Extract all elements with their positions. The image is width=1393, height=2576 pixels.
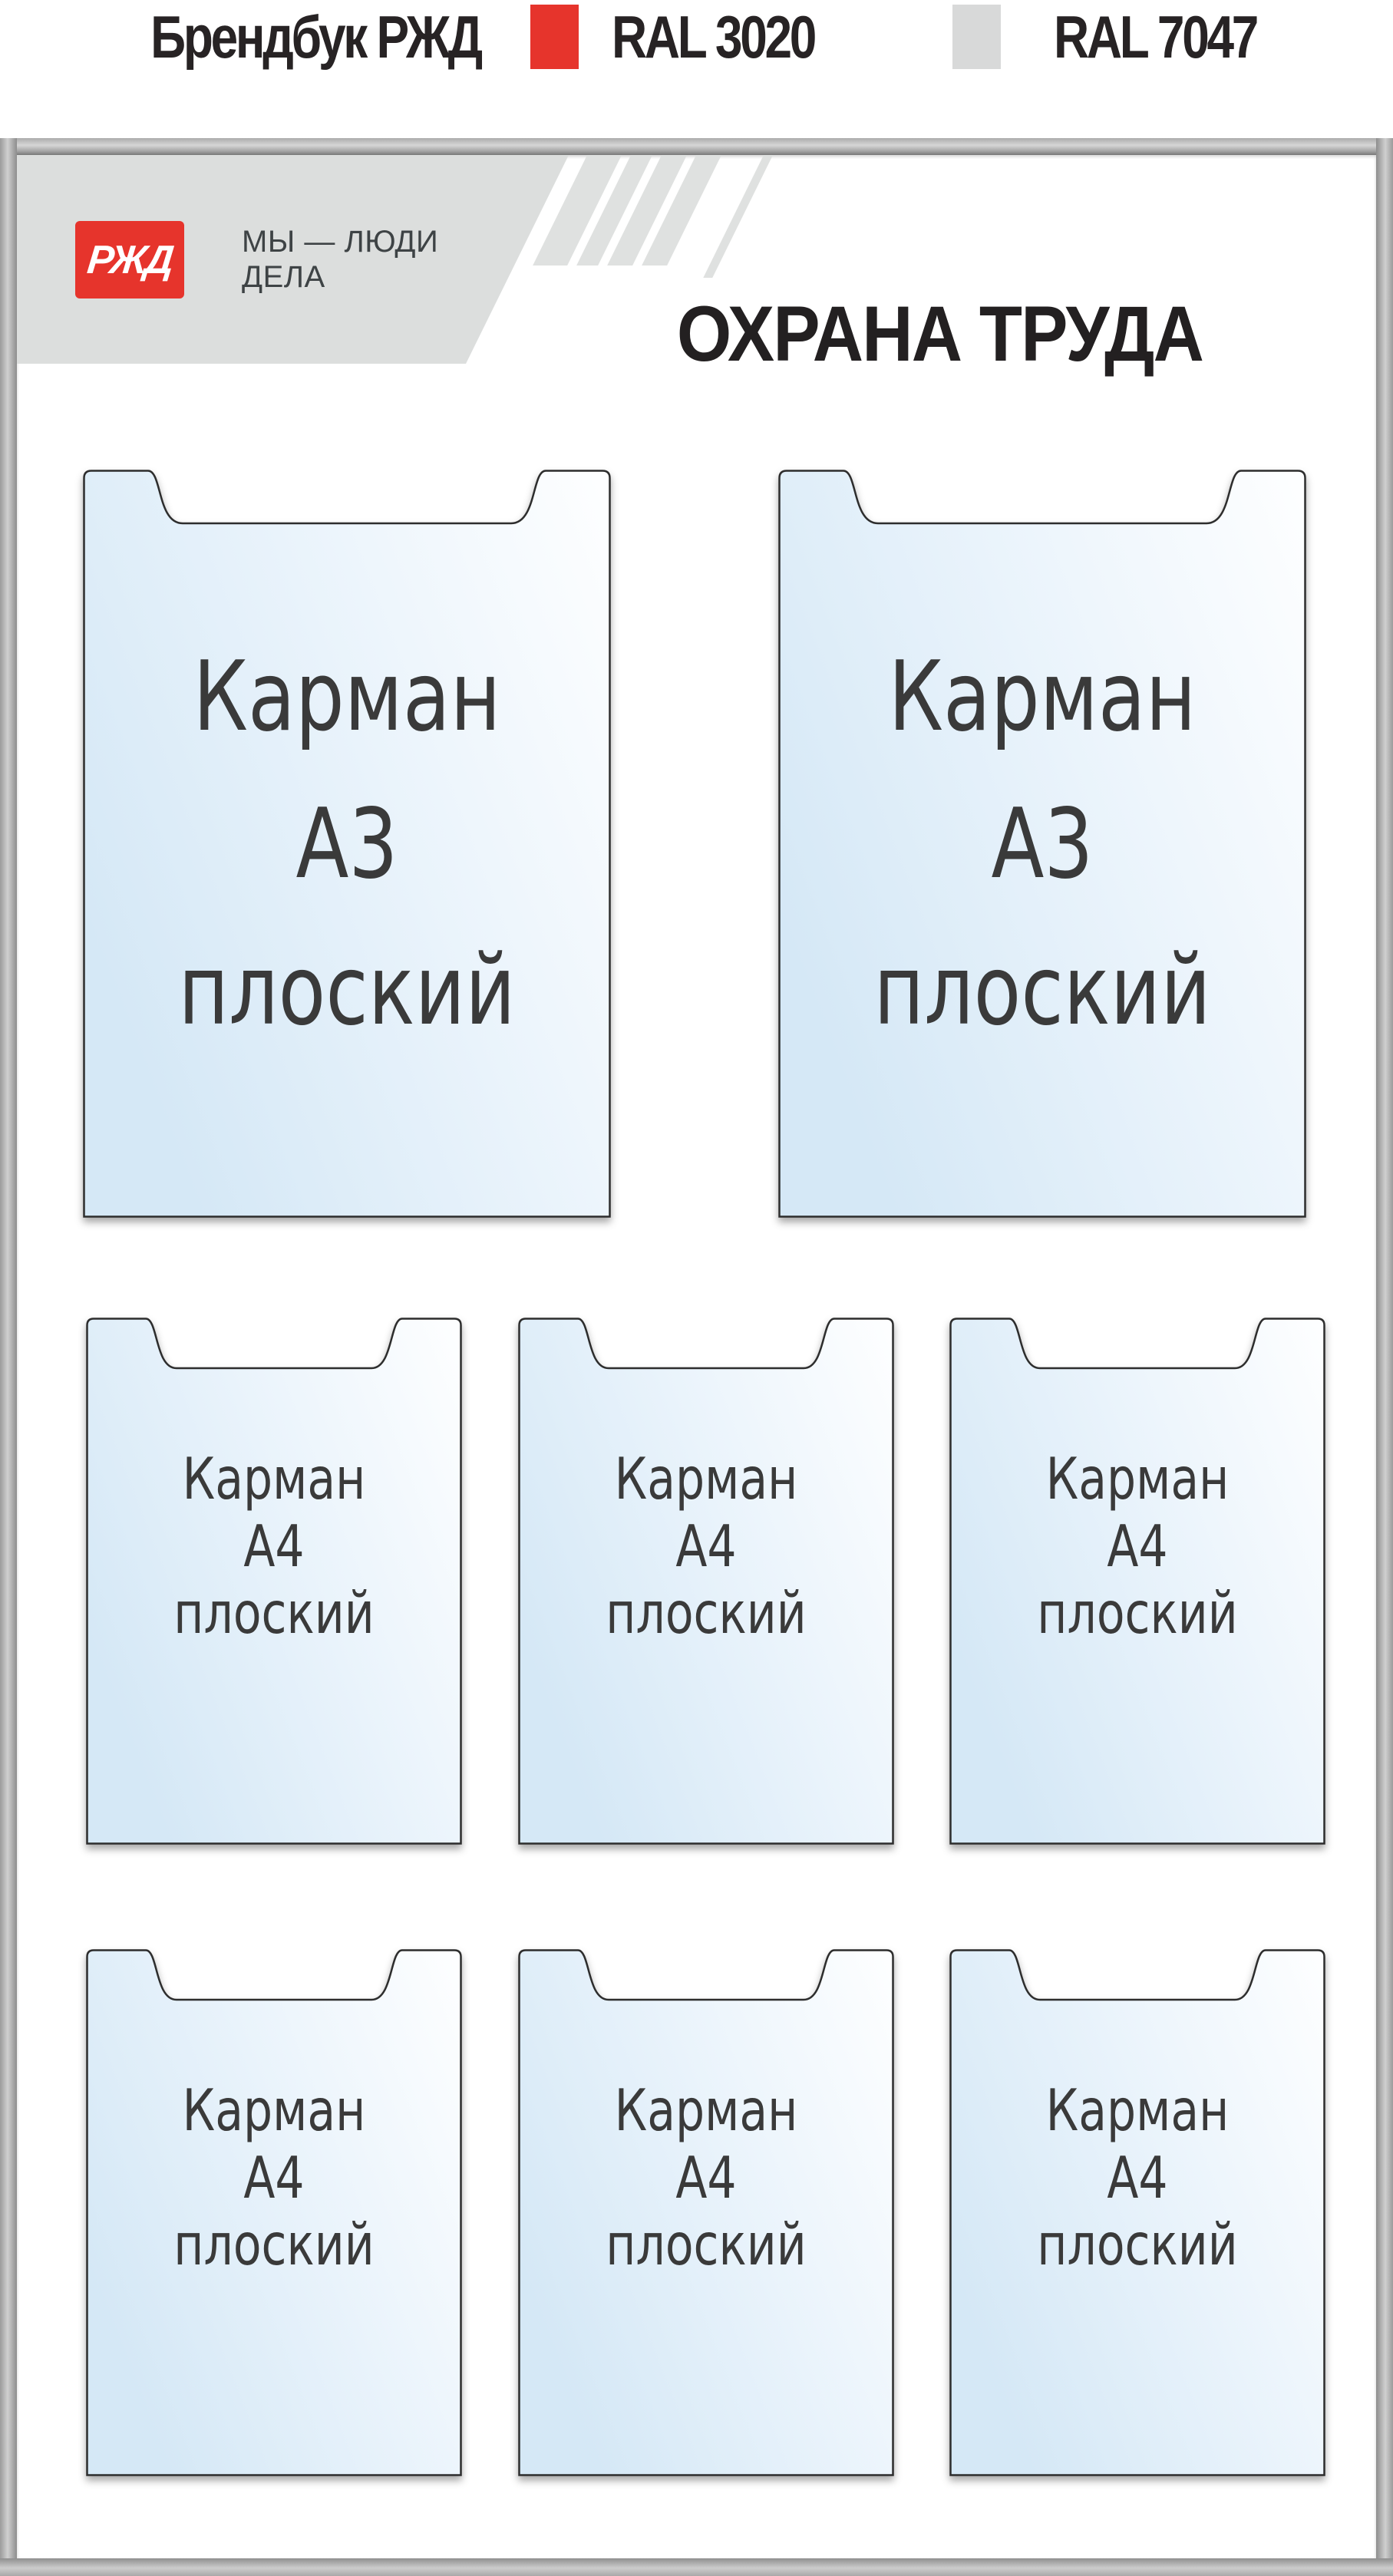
board-frame-bottom xyxy=(0,2558,1393,2576)
pocket-a4-label xyxy=(556,1283,857,1810)
rzd-logo xyxy=(75,221,184,298)
board-title: ОХРАНА ТРУДА xyxy=(676,290,1203,378)
pocket-label-line: Карман xyxy=(614,2076,798,2144)
pocket-a4 xyxy=(86,1949,462,2476)
pocket-label-line: плоский xyxy=(1037,2211,1238,2279)
pocket-label-line: А4 xyxy=(1107,1512,1168,1580)
slogan xyxy=(242,224,438,295)
pocket-label-line: А3 xyxy=(991,787,1094,900)
pocket-a4 xyxy=(518,1949,894,2476)
pocket-a4 xyxy=(518,1318,894,1845)
board-frame-left xyxy=(0,138,17,2576)
pocket-label-line: Карман xyxy=(614,1444,798,1512)
pocket-a3-label xyxy=(831,470,1253,1218)
ral-3020-swatch xyxy=(530,5,579,69)
ral-3020-label: RAL 3020 xyxy=(612,3,815,71)
slogan-line-1: МЫ — ЛЮДИ xyxy=(242,225,439,259)
pocket-a3 xyxy=(778,470,1306,1218)
pocket-label-line: Карман xyxy=(193,640,501,754)
board-frame-top xyxy=(0,138,1393,155)
pocket-label-line: плоский xyxy=(606,2211,807,2279)
ral-7047-swatch xyxy=(952,5,1001,69)
pocket-label-line: плоский xyxy=(873,934,1211,1047)
pocket-a4-label xyxy=(124,1915,424,2442)
pocket-label-line: плоский xyxy=(1037,1579,1238,1648)
info-board xyxy=(0,138,1393,2576)
pocket-a4 xyxy=(949,1949,1325,2476)
pocket-label-line: Карман xyxy=(182,2076,366,2144)
brandbook-legend xyxy=(0,0,1393,74)
pocket-a4-label xyxy=(556,1915,857,2442)
pocket-label-line: плоский xyxy=(606,1579,807,1648)
pocket-label-line: А4 xyxy=(675,2143,737,2212)
pocket-label-line: А4 xyxy=(675,1512,737,1580)
pocket-label-line: А4 xyxy=(1107,2143,1168,2212)
pocket-a4 xyxy=(86,1318,462,1845)
pocket-label-line: Карман xyxy=(888,640,1197,754)
pocket-a3 xyxy=(83,470,611,1218)
pocket-label-line: плоский xyxy=(178,934,516,1047)
brandbook-title: Брендбук РЖД xyxy=(150,3,481,71)
ral-7047-label: RAL 7047 xyxy=(1053,3,1256,71)
pocket-label-line: Карман xyxy=(1045,2076,1230,2144)
pocket-label-line: Карман xyxy=(182,1444,366,1512)
pocket-label-line: плоский xyxy=(173,2211,375,2279)
board-surface xyxy=(17,155,1376,2558)
pocket-a4-label xyxy=(987,1915,1288,2442)
pocket-label-line: Карман xyxy=(1045,1444,1230,1512)
rzd-logo-text: РЖД xyxy=(85,237,174,282)
pocket-a4 xyxy=(949,1318,1325,1845)
pocket-label-line: А3 xyxy=(295,787,398,900)
pocket-label-line: А4 xyxy=(243,2143,305,2212)
pocket-a4-label xyxy=(987,1283,1288,1810)
board-frame-right xyxy=(1376,138,1393,2576)
pocket-a3-label xyxy=(136,470,558,1218)
diagonal-stripe xyxy=(703,155,773,278)
slogan-line-2: ДЕЛА xyxy=(242,260,325,294)
pocket-label-line: плоский xyxy=(173,1579,375,1648)
pocket-a4-label xyxy=(124,1283,424,1810)
pocket-label-line: А4 xyxy=(243,1512,305,1580)
